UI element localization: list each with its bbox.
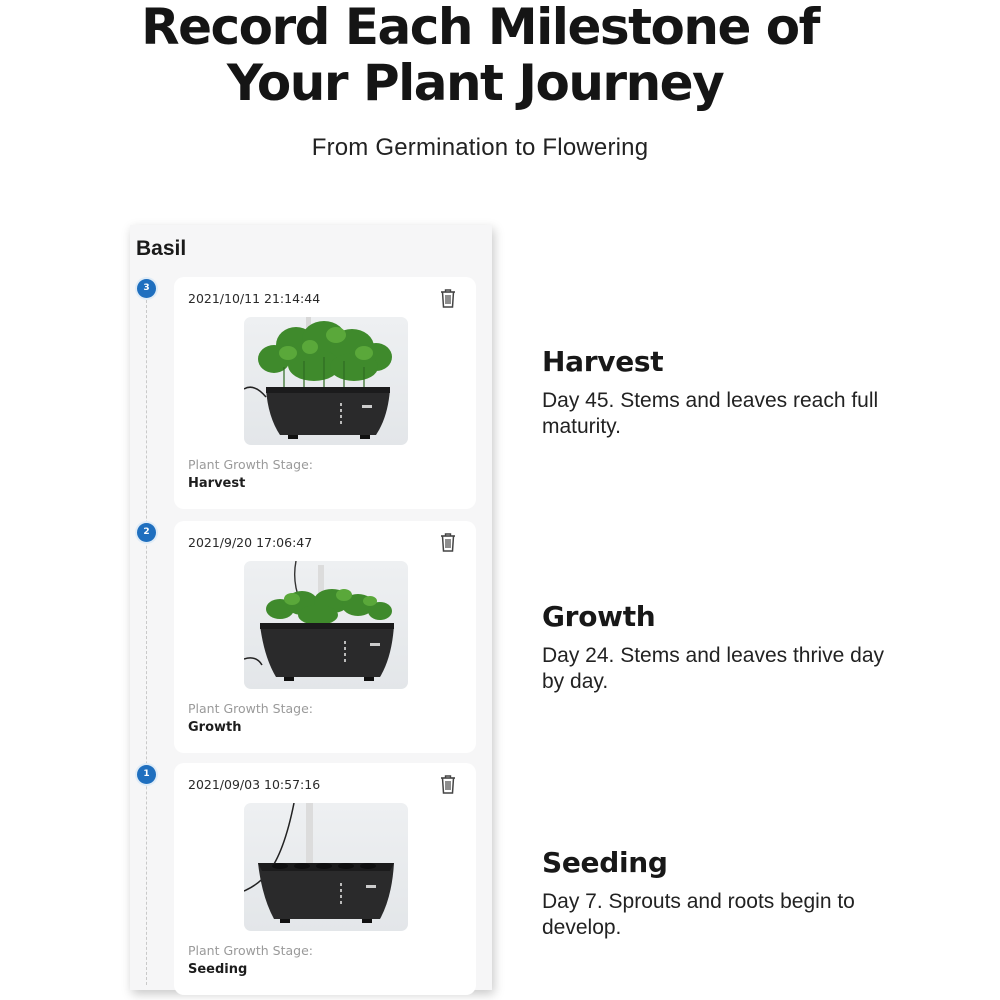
app-screenshot <box>130 225 492 990</box>
stage-label: Plant Growth Stage: <box>188 943 314 958</box>
stage-value: Seeding <box>188 962 248 977</box>
description-text: Day 45. Stems and leaves reach full maturity. <box>542 389 879 438</box>
headline-line-1: Record Each Milestone of <box>141 0 819 56</box>
description-growth <box>542 600 922 695</box>
description-title: Harvest <box>542 345 664 378</box>
timeline-step-badge: 1 <box>137 765 156 784</box>
plant-photo[interactable] <box>244 803 408 931</box>
planter-harvest-image <box>244 317 408 445</box>
timeline-card-growth[interactable] <box>174 521 476 753</box>
plant-name-title: Basil <box>136 237 187 260</box>
stage-value: Growth <box>188 720 242 735</box>
timeline-card-seeding[interactable] <box>174 763 476 995</box>
plant-photo[interactable] <box>244 317 408 445</box>
stage-value: Harvest <box>188 476 246 491</box>
description-title: Seeding <box>542 846 668 879</box>
entry-datetime: 2021/10/11 21:14:44 <box>188 291 321 306</box>
timeline-step-badge: 2 <box>137 523 156 542</box>
timeline-step-badge: 3 <box>137 279 156 298</box>
headline-line-2: Your Plant Journey <box>226 54 724 112</box>
timeline-line <box>146 295 147 985</box>
planter-growth-image <box>244 561 408 689</box>
planter-seeding-image <box>244 803 408 931</box>
trash-icon[interactable] <box>438 287 458 309</box>
description-title: Growth <box>542 600 656 633</box>
entry-datetime: 2021/09/03 10:57:16 <box>188 777 321 792</box>
description-text: Day 7. Sprouts and roots begin to develop. <box>542 890 855 939</box>
trash-icon[interactable] <box>438 531 458 553</box>
stage-label: Plant Growth Stage: <box>188 701 314 716</box>
timeline-card-harvest[interactable] <box>174 277 476 509</box>
stage-label: Plant Growth Stage: <box>188 457 314 472</box>
description-text: Day 24. Stems and leaves thrive day by day. <box>542 644 885 693</box>
subheadline: From Germination to Flowering <box>311 134 649 161</box>
plant-photo[interactable] <box>244 561 408 689</box>
description-harvest <box>542 345 922 440</box>
entry-datetime: 2021/9/20 17:06:47 <box>188 535 313 550</box>
trash-icon[interactable] <box>438 773 458 795</box>
description-seeding <box>542 846 922 941</box>
